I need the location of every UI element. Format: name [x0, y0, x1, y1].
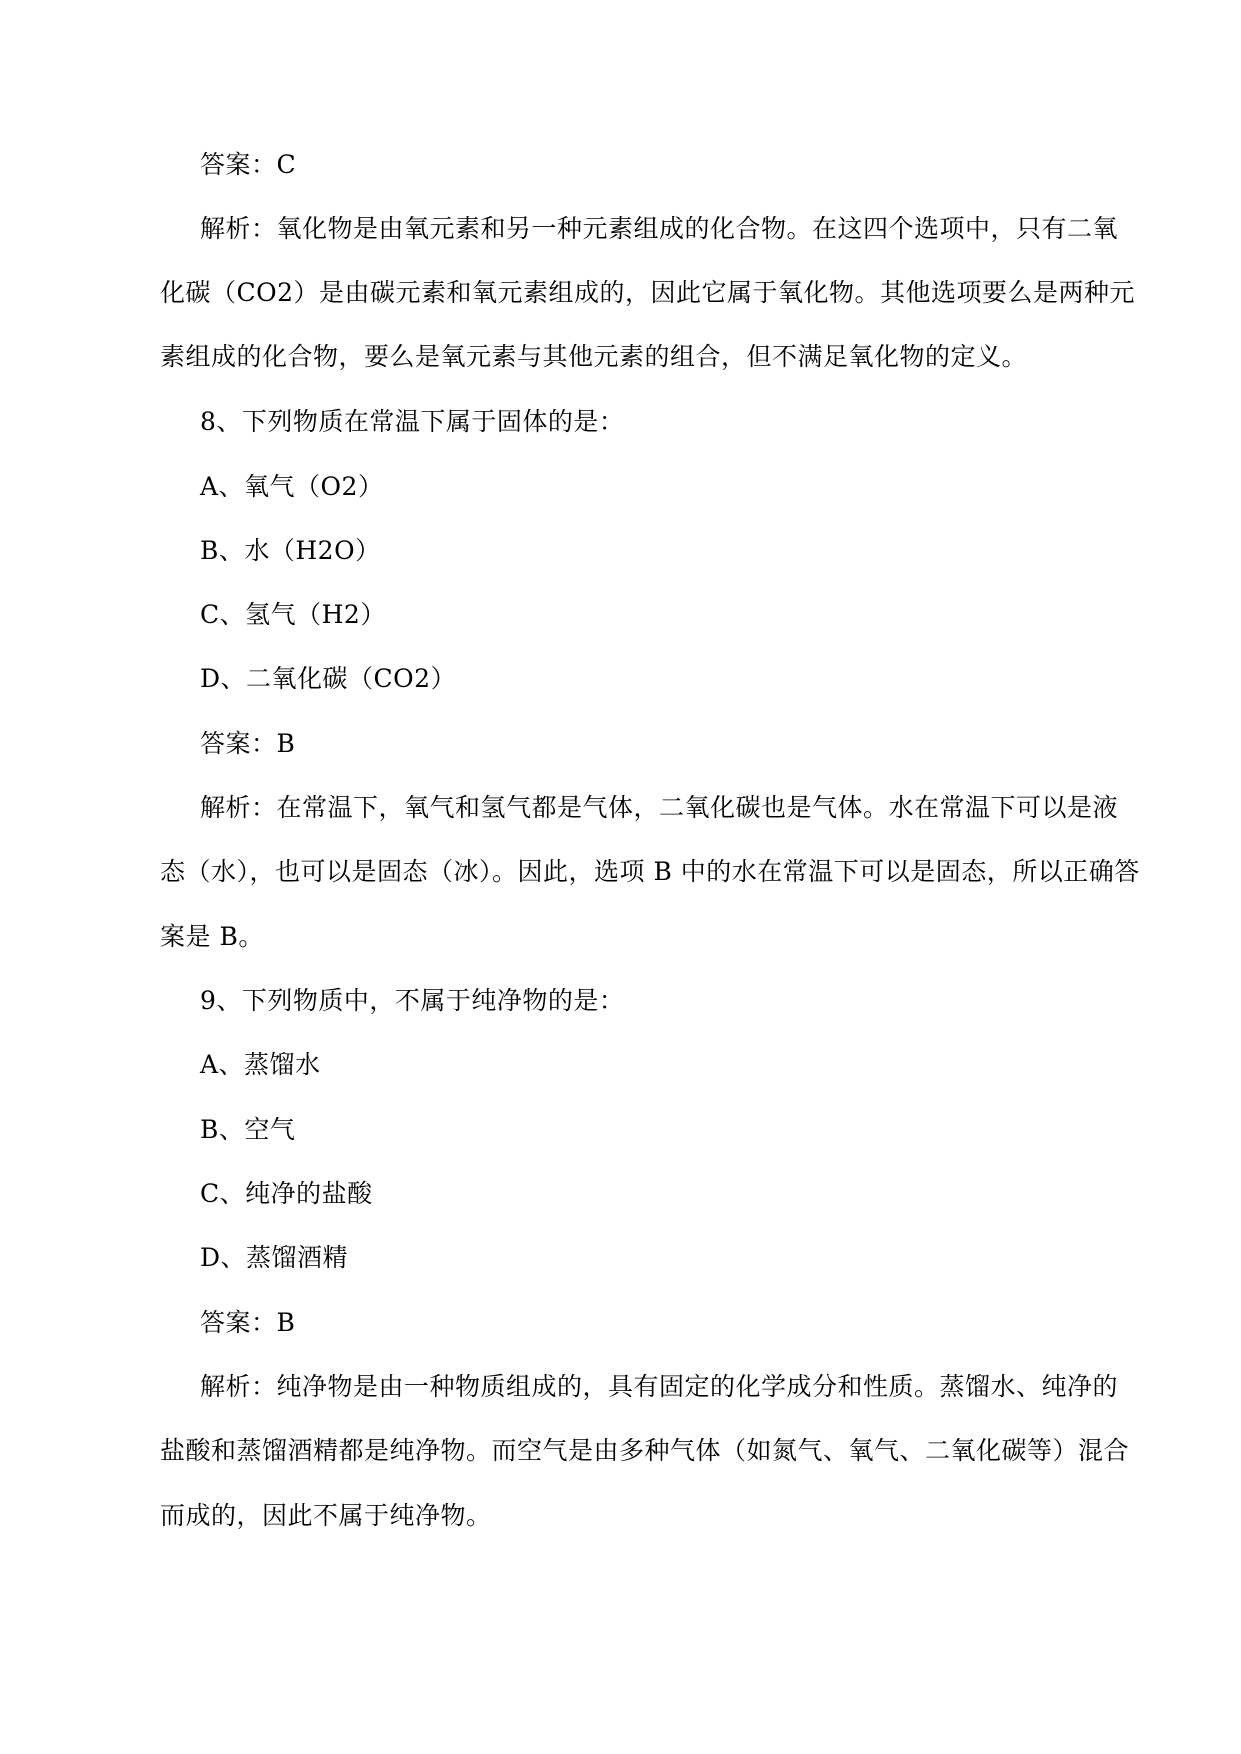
q9-explanation-line-3: 而成的，因此不属于纯净物。	[160, 1501, 492, 1530]
q9-option-b: B、空气	[200, 1115, 296, 1144]
q7-explanation-line-3: 素组成的化合物，要么是氧元素与其他元素的组合，但不满足氧化物的定义。	[160, 342, 1028, 371]
q9-option-c: C、纯净的盐酸	[200, 1179, 373, 1208]
q8-question: 8、下列物质在常温下属于固体的是：	[200, 407, 625, 436]
q9-explanation-line-1: 解析：纯净物是由一种物质组成的，具有固定的化学成分和性质。蒸馏水、纯净的	[200, 1372, 1119, 1401]
q9-option-d: D、蒸馏酒精	[200, 1243, 349, 1272]
q7-explanation-line-1: 解析：氧化物是由氧元素和另一种元素组成的化合物。在这四个选项中，只有二氧	[200, 214, 1119, 243]
q9-option-a: A、蒸馏水	[200, 1050, 321, 1079]
q7-answer: 答案：C	[200, 150, 297, 179]
q8-explanation-line-2: 态（水），也可以是固态（冰）。因此，选项 B 中的水在常温下可以是固态，所以正确答	[160, 857, 1140, 886]
q9-question: 9、下列物质中，不属于纯净物的是：	[200, 986, 625, 1015]
q8-option-c: C、氢气（H2）	[200, 600, 386, 629]
q8-option-b: B、水（H2O）	[200, 536, 381, 565]
q9-explanation-line-2: 盐酸和蒸馏酒精都是纯净物。而空气是由多种气体（如氮气、氧气、二氧化碳等）混合	[160, 1436, 1130, 1465]
q8-option-d: D、二氧化碳（CO2）	[200, 664, 457, 693]
q7-explanation-line-2: 化碳（CO2）是由碳元素和氧元素组成的，因此它属于氧化物。其他选项要么是两种元	[160, 278, 1136, 307]
q8-option-a: A、氧气（O2）	[200, 472, 384, 501]
q8-explanation-line-1: 解析：在常温下，氧气和氢气都是气体，二氧化碳也是气体。水在常温下可以是液	[200, 793, 1119, 822]
q9-answer: 答案：B	[200, 1308, 296, 1337]
q8-explanation-line-3: 案是 B。	[160, 922, 264, 951]
q8-answer: 答案：B	[200, 729, 296, 758]
